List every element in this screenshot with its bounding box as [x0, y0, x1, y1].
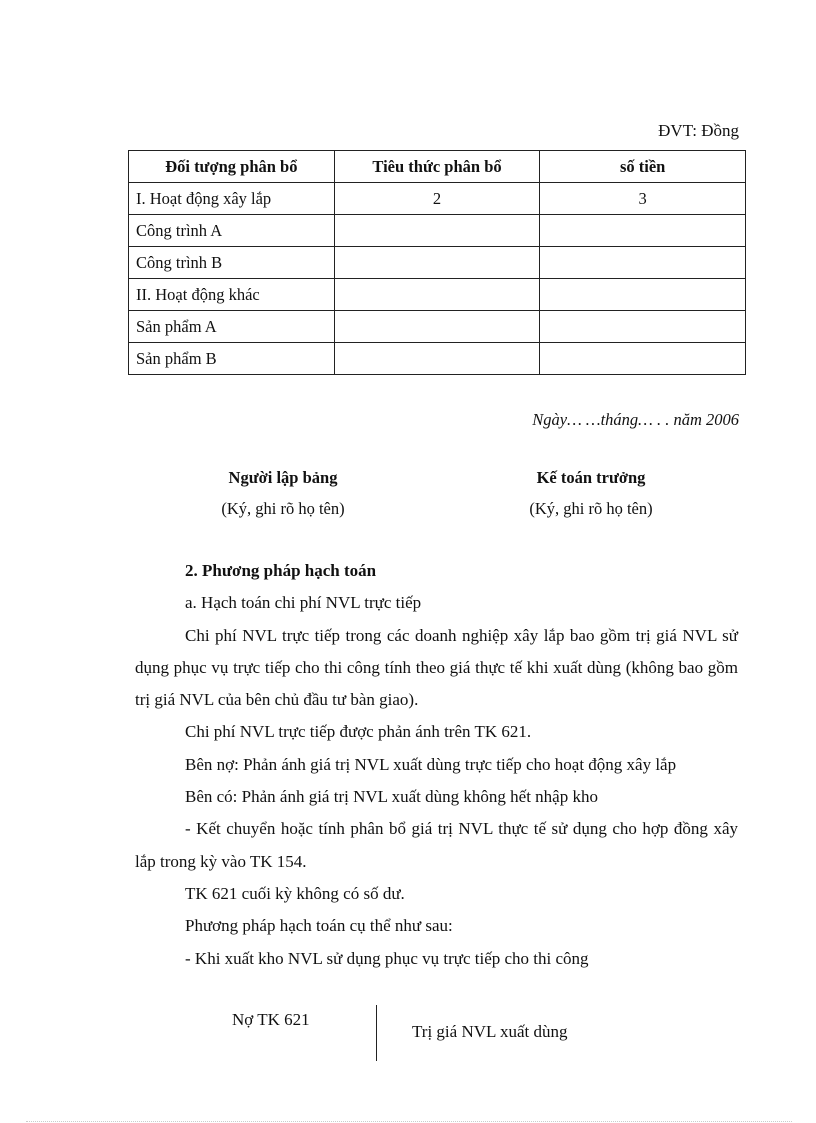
table-cell [540, 247, 746, 279]
table-cell [334, 279, 540, 311]
signature-hint: (Ký, ghi rõ họ tên) [529, 499, 653, 518]
table-cell: 3 [540, 183, 746, 215]
paragraph: TK 621 cuối kỳ không có số dư. [185, 883, 405, 903]
column-header: số tiền [540, 151, 746, 183]
table-row [129, 279, 746, 311]
table-cell [540, 215, 746, 247]
table-cell [334, 215, 540, 247]
table-cell [540, 343, 746, 375]
section-body [135, 555, 738, 975]
table-cell [540, 311, 746, 343]
table-row [129, 343, 746, 375]
date-line: Ngày… …tháng… . . năm 2006 [532, 410, 739, 429]
t-account-description: Trị giá NVL xuất dùng [412, 1022, 568, 1041]
table-cell [334, 247, 540, 279]
paragraph: Chi phí NVL trực tiếp được phản ánh trên TK 621. [185, 722, 532, 742]
table-cell [334, 343, 540, 375]
t-account-debit: Nợ TK 621 [232, 1010, 310, 1029]
table-cell: Công trình A [129, 215, 335, 247]
paragraph: Chi phí NVL trực tiếp trong các doanh nghiệp xây lắp bao gồm trị giá NVL sử dụng phục vụ trực tiếp cho thi công tính theo giá thực tế khi xuất dùng (không bao gồm trị giá NVL của bên chủ đầu tư bàn giao). [135, 625, 738, 710]
section-heading: 2. Phương pháp hạch toán [185, 561, 377, 580]
paragraph: - Khi xuất kho NVL sử dụng phục vụ trực tiếp cho thi công [185, 948, 589, 968]
table-row [129, 247, 746, 279]
page-footer-rule [26, 1121, 792, 1122]
table-cell: Sản phẩm B [129, 343, 335, 375]
signature-hint: (Ký, ghi rõ họ tên) [221, 499, 345, 518]
table-cell [334, 311, 540, 343]
paragraph: Bên nợ: Phản ánh giá trị NVL xuất dùng trực tiếp cho hoạt động xây lắp [185, 754, 677, 774]
allocation-table [128, 150, 746, 375]
signature-chief-accountant [471, 468, 711, 519]
paragraph: Bên có: Phản ánh giá trị NVL xuất dùng không hết nhập kho [185, 787, 598, 807]
table-cell: Công trình B [129, 247, 335, 279]
t-account-divider [376, 1005, 377, 1061]
table-cell: I. Hoạt động xây lắp [129, 183, 335, 215]
signature-preparer [163, 468, 403, 519]
paragraph: - Kết chuyển hoặc tính phân bổ giá trị NVL thực tế sử dụng cho hợp đồng xây lắp trong kỳ vào TK 154. [135, 819, 738, 871]
column-header: Đối tượng phân bổ [129, 151, 335, 183]
table-header-row [129, 151, 746, 183]
table-cell: 2 [334, 183, 540, 215]
table-cell: Sản phẩm A [129, 311, 335, 343]
table-row [129, 183, 746, 215]
signature-role: Kế toán trưởng [536, 468, 646, 487]
section-subheading: a. Hạch toán chi phí NVL trực tiếp [185, 593, 422, 613]
signature-role: Người lập bảng [228, 468, 338, 487]
table-cell: II. Hoạt động khác [129, 279, 335, 311]
table-cell [540, 279, 746, 311]
table-row [129, 311, 746, 343]
unit-label: ĐVT: Đồng [658, 121, 739, 140]
paragraph: Phương pháp hạch toán cụ thể như sau: [185, 916, 453, 936]
column-header: Tiêu thức phân bổ [334, 151, 540, 183]
table-row [129, 215, 746, 247]
